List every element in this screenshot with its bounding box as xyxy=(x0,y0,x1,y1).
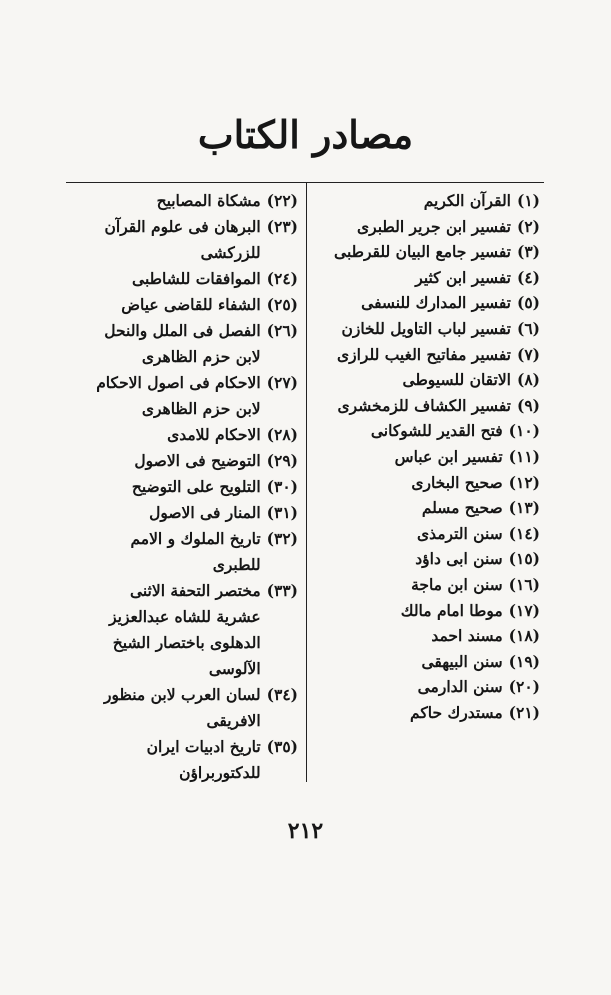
entry-line: مستدرك حاكم xyxy=(410,702,503,722)
entry-line: الافريقى xyxy=(206,711,261,730)
entry-number: (٢٨) xyxy=(266,425,298,444)
entry-line: للزركشى xyxy=(200,243,261,262)
entry-line: الدهلوى باختصار الشيخ xyxy=(112,633,261,652)
entry-number: (١٣) xyxy=(508,498,540,518)
entry-line: الاتقان للسيوطى xyxy=(402,370,511,390)
entry-line: تفسير الكشاف للزمخشرى xyxy=(337,395,511,415)
entry-line: تفسير مفاتيح الغيب للرازى xyxy=(336,344,511,364)
entry-text xyxy=(315,598,503,624)
entry-line: الموافقات للشاطبى xyxy=(132,269,261,288)
entry-number: (١٩) xyxy=(508,651,540,671)
entry-line: تاريخ الملوك و الامم xyxy=(130,529,261,548)
source-entry xyxy=(66,292,298,318)
entry-text xyxy=(315,444,503,470)
entry-text xyxy=(315,470,503,496)
entry-line: المنار فى الاصول xyxy=(149,503,261,522)
entry-text xyxy=(66,318,261,370)
entry-line: مشكاة المصابيح xyxy=(156,191,261,210)
source-entry xyxy=(315,649,540,675)
entry-number: (٢١) xyxy=(508,702,540,722)
source-entry xyxy=(315,546,540,572)
entry-text xyxy=(315,572,503,598)
source-entry xyxy=(315,572,540,598)
entry-number: (١٤) xyxy=(508,523,540,543)
entry-line: مختصر التحفة الاثنى xyxy=(129,581,261,600)
source-entry xyxy=(315,674,540,700)
entry-line: سنن الدارمى xyxy=(417,677,503,697)
entry-line: تفسير ابن عباس xyxy=(394,446,503,466)
entry-line: صحيح مسلم xyxy=(421,498,503,518)
source-entry xyxy=(315,265,540,291)
entry-line: للدكتوربراؤن xyxy=(179,763,261,782)
entry-text xyxy=(66,474,261,500)
source-entry xyxy=(66,734,298,786)
entry-text xyxy=(66,500,261,526)
entry-line: التلويح على التوضيح xyxy=(131,477,261,496)
source-entry xyxy=(66,318,298,370)
entry-line: موطا امام مالك xyxy=(400,600,503,620)
source-entry xyxy=(315,393,540,419)
entry-text xyxy=(315,623,503,649)
entry-line: سنن ابى داؤد xyxy=(415,549,503,569)
entry-number: (١٥) xyxy=(508,549,540,569)
source-entry xyxy=(66,578,298,682)
entry-text xyxy=(315,418,503,444)
entry-line: تفسير جامع البيان للقرطبى xyxy=(334,242,511,262)
source-entry xyxy=(315,444,540,470)
entry-text xyxy=(66,734,261,786)
entry-number: (١١) xyxy=(508,446,540,466)
source-entry xyxy=(315,470,540,496)
entry-number: (٣٥) xyxy=(266,737,298,756)
entry-text xyxy=(315,342,511,368)
header-rule xyxy=(66,182,544,183)
entry-text xyxy=(315,316,511,342)
entry-text xyxy=(315,265,511,291)
entry-line: فتح القدير للشوكانى xyxy=(370,421,503,441)
entry-line: سنن الترمذى xyxy=(416,523,503,543)
entry-number: (٢) xyxy=(516,216,540,236)
entry-line: سنن البيهقى xyxy=(421,651,503,671)
entry-text xyxy=(66,188,261,214)
entry-text xyxy=(66,214,261,266)
entry-line: لسان العرب لابن منظور xyxy=(104,685,261,704)
entry-number: (٥) xyxy=(516,293,540,313)
entry-number: (٢٥) xyxy=(266,295,298,314)
entry-text xyxy=(315,521,503,547)
entry-text xyxy=(66,682,261,734)
entry-number: (٣٣) xyxy=(266,581,298,600)
source-entry xyxy=(315,342,540,368)
entry-line: تفسير ابن كثير xyxy=(415,267,511,287)
source-entry xyxy=(315,290,540,316)
source-entry xyxy=(315,598,540,624)
entry-number: (٢٢) xyxy=(266,191,298,210)
entry-number: (٢٩) xyxy=(266,451,298,470)
entry-text xyxy=(315,495,503,521)
source-entry xyxy=(315,418,540,444)
source-entry xyxy=(66,422,298,448)
entry-number: (٨) xyxy=(516,370,540,390)
source-entry xyxy=(315,700,540,726)
entry-line: تفسير المدارك للنسفى xyxy=(361,293,511,313)
entry-number: (٣٠) xyxy=(266,477,298,496)
entry-number: (٢٤) xyxy=(266,269,298,288)
entry-text xyxy=(315,546,503,572)
entry-text xyxy=(315,700,503,726)
entry-line: تاريخ ادبيات ايران xyxy=(146,737,261,756)
source-entry xyxy=(315,495,540,521)
page-title: مصادر الكتاب xyxy=(197,112,414,157)
source-entry xyxy=(66,474,298,500)
entry-number: (٢٦) xyxy=(266,321,298,340)
entry-number: (٣٤) xyxy=(266,685,298,704)
entry-line: الاحكام للامدى xyxy=(167,425,261,444)
entry-line: التوضيح فى الاصول xyxy=(134,451,261,470)
entry-text xyxy=(315,367,511,393)
entry-line: لابن حزم الظاهرى xyxy=(141,347,261,366)
entry-line: سنن ابن ماجة xyxy=(411,574,503,594)
entry-text xyxy=(315,649,503,675)
entry-line: القرآن الكريم xyxy=(423,191,511,210)
source-entry xyxy=(66,448,298,474)
entry-number: (٢٣) xyxy=(266,217,298,236)
entry-number: (٦) xyxy=(516,318,540,338)
entry-line: الآلوسى xyxy=(208,659,261,678)
entry-number: (٩) xyxy=(516,395,540,415)
entry-number: (١٠) xyxy=(508,421,540,441)
entry-text xyxy=(66,526,261,578)
entry-line: الاحكام فى اصول الاحكام xyxy=(96,373,261,392)
entry-text xyxy=(66,448,261,474)
entry-text xyxy=(315,188,511,214)
source-entry xyxy=(66,526,298,578)
entry-line: عشرية للشاه عبدالعزيز xyxy=(109,607,261,626)
entry-number: (٣) xyxy=(516,242,540,262)
source-entry xyxy=(315,623,540,649)
entry-text xyxy=(315,290,511,316)
source-entry xyxy=(315,521,540,547)
entry-line: تفسير ابن جرير الطبرى xyxy=(357,216,511,236)
entry-text xyxy=(315,393,511,419)
entry-text xyxy=(315,674,503,700)
entry-line: تفسير لباب التاويل للخازن xyxy=(341,318,511,338)
page-number: ٢١٢ xyxy=(287,818,324,844)
sources-list-right xyxy=(315,188,540,725)
entry-line: لابن حزم الظاهرى xyxy=(141,399,261,418)
entry-number: (١٧) xyxy=(508,600,540,620)
entry-text xyxy=(315,239,511,265)
entry-number: (٣١) xyxy=(266,503,298,522)
entry-text xyxy=(66,292,261,318)
entry-number: (١٢) xyxy=(508,472,540,492)
source-entry xyxy=(315,188,540,214)
source-entry xyxy=(66,370,298,422)
entry-number: (١٨) xyxy=(508,626,540,646)
entry-text xyxy=(66,422,261,448)
source-entry xyxy=(315,316,540,342)
entry-line: مسند احمد xyxy=(431,626,503,646)
entry-number: (١٦) xyxy=(508,574,540,594)
entry-line: الفصل فى الملل والنحل xyxy=(104,321,261,340)
source-entry xyxy=(315,214,540,240)
entry-line: صحيح البخارى xyxy=(411,472,503,492)
source-entry xyxy=(66,500,298,526)
source-entry xyxy=(66,214,298,266)
source-entry xyxy=(66,188,298,214)
source-entry xyxy=(66,266,298,292)
entry-number: (١) xyxy=(516,191,540,210)
column-divider xyxy=(306,182,307,782)
source-entry xyxy=(66,682,298,734)
entry-text xyxy=(66,370,261,422)
entry-text xyxy=(66,266,261,292)
entry-text xyxy=(66,578,261,682)
entry-line: البرهان فى علوم القرآن xyxy=(104,217,261,236)
sources-list-left xyxy=(66,188,298,786)
entry-number: (٢٧) xyxy=(266,373,298,392)
entry-number: (٧) xyxy=(516,344,540,364)
entry-number: (٣٢) xyxy=(266,529,298,548)
source-entry xyxy=(315,367,540,393)
entry-number: (٢٠) xyxy=(508,677,540,697)
entry-number: (٤) xyxy=(516,267,540,287)
source-entry xyxy=(315,239,540,265)
entry-line: للطبرى xyxy=(212,555,261,574)
entry-text xyxy=(315,214,511,240)
entry-line: الشفاء للقاضى عياض xyxy=(121,295,261,314)
